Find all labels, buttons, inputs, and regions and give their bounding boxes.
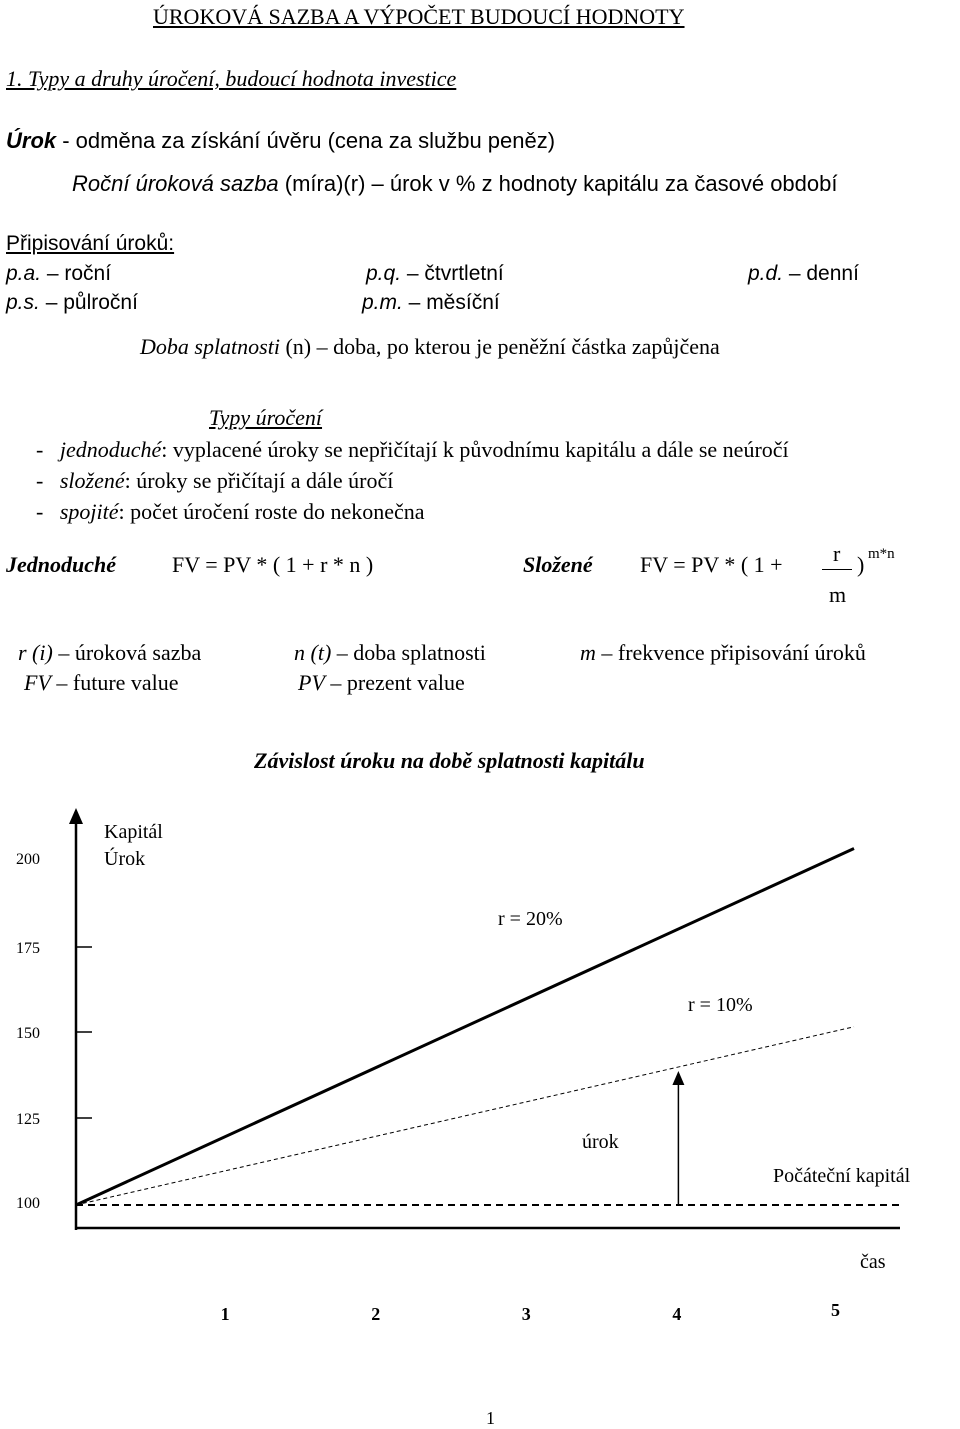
x-tick-label: 4: [672, 1304, 682, 1324]
urok-definition: [6, 128, 555, 154]
legend-item: n (t) – doba splatnosti: [294, 640, 486, 665]
x-tick-label: 3: [521, 1304, 531, 1324]
legend-item: PV – prezent value: [298, 670, 465, 695]
chart-heading: Závislost úroku na době splatnosti kapitálu: [254, 748, 645, 773]
compound-formula-left: FV = PV * ( 1 +: [640, 552, 783, 577]
pripisovani-item: p.s. – půlroční: [6, 291, 138, 314]
sazba-term: Roční úroková sazba: [72, 171, 279, 196]
legend-item: FV – future value: [24, 670, 179, 695]
y-tick-label: 100: [16, 1195, 40, 1212]
compound-label: Složené: [523, 552, 593, 577]
compound-exponent: m*n: [868, 546, 895, 562]
series-line-r10: [76, 1027, 854, 1205]
y-axis-label-kapital: Kapitál: [104, 821, 163, 843]
page-number: 1: [486, 1408, 495, 1428]
series-label-r10: r = 10%: [688, 994, 753, 1016]
series-label-r20: r = 20%: [498, 908, 563, 930]
fraction-bar: [822, 569, 852, 570]
x-tick-label: 5: [831, 1300, 840, 1320]
x-axis-label: čas: [860, 1251, 886, 1273]
interest-chart: [0, 790, 960, 1350]
series-line-r20: [76, 849, 854, 1205]
x-tick-label: 2: [371, 1304, 381, 1324]
compound-fraction-numerator: r: [833, 541, 841, 566]
doba-term: Doba splatnosti: [140, 334, 280, 359]
doba-definition: [140, 334, 720, 360]
sazba-text: (míra)(r) – úrok v % z hodnoty kapitálu za časové období: [278, 171, 838, 196]
simple-label: Jednoduché: [6, 552, 116, 577]
urok-text: - odměna za získání úvěru (cena za službu peněz): [56, 128, 556, 153]
typy-item: - spojité: počet úročení roste do nekonečna: [36, 499, 425, 524]
interest-arrow-head-icon: [672, 1071, 684, 1085]
pripisovani-heading: Připisování úroků:: [6, 232, 175, 255]
legend-item: m – frekvence připisování úroků: [580, 640, 866, 665]
doba-text: (n) – doba, po kterou je peněžní částka zapůjčena: [279, 334, 720, 359]
y-tick-label: 125: [16, 1111, 40, 1128]
typy-heading: Typy úročení: [209, 405, 323, 430]
y-axis-arrow-icon: [69, 808, 83, 824]
interest-label: úrok: [582, 1131, 619, 1153]
y-tick-label: 150: [16, 1025, 40, 1042]
y-tick-label: 200: [16, 851, 40, 868]
typy-item: - jednoduché: vyplacené úroky se nepřičítají k původnímu kapitálu a dále se neúročí: [36, 437, 789, 462]
y-tick-label: 175: [16, 940, 40, 957]
legend-item: r (i) – úroková sazba: [18, 640, 202, 665]
urok-term: Úrok: [6, 128, 57, 153]
pripisovani-item: p.a. – roční: [6, 262, 112, 285]
page-title: ÚROKOVÁ SAZBA A VÝPOČET BUDOUCÍ HODNOTY: [153, 4, 685, 29]
pripisovani-item: p.m. – měsíční: [362, 291, 500, 314]
x-tick-label: 1: [220, 1304, 230, 1324]
simple-formula: FV = PV * ( 1 + r * n ): [172, 552, 374, 577]
y-axis-label-urok: Úrok: [104, 848, 146, 870]
compound-formula-right: ): [857, 552, 865, 577]
section-heading: 1. Typy a druhy úročení, budoucí hodnota investice: [6, 66, 457, 91]
typy-item: - složené: úroky se přičítají a dále úročí: [36, 468, 394, 493]
baseline-label: Počáteční kapitál: [773, 1165, 911, 1187]
compound-fraction-denominator: m: [829, 582, 847, 607]
pripisovani-item: p.q. – čtvrtletní: [366, 262, 504, 285]
sazba-definition: [72, 171, 837, 197]
pripisovani-item: p.d. – denní: [748, 262, 859, 285]
